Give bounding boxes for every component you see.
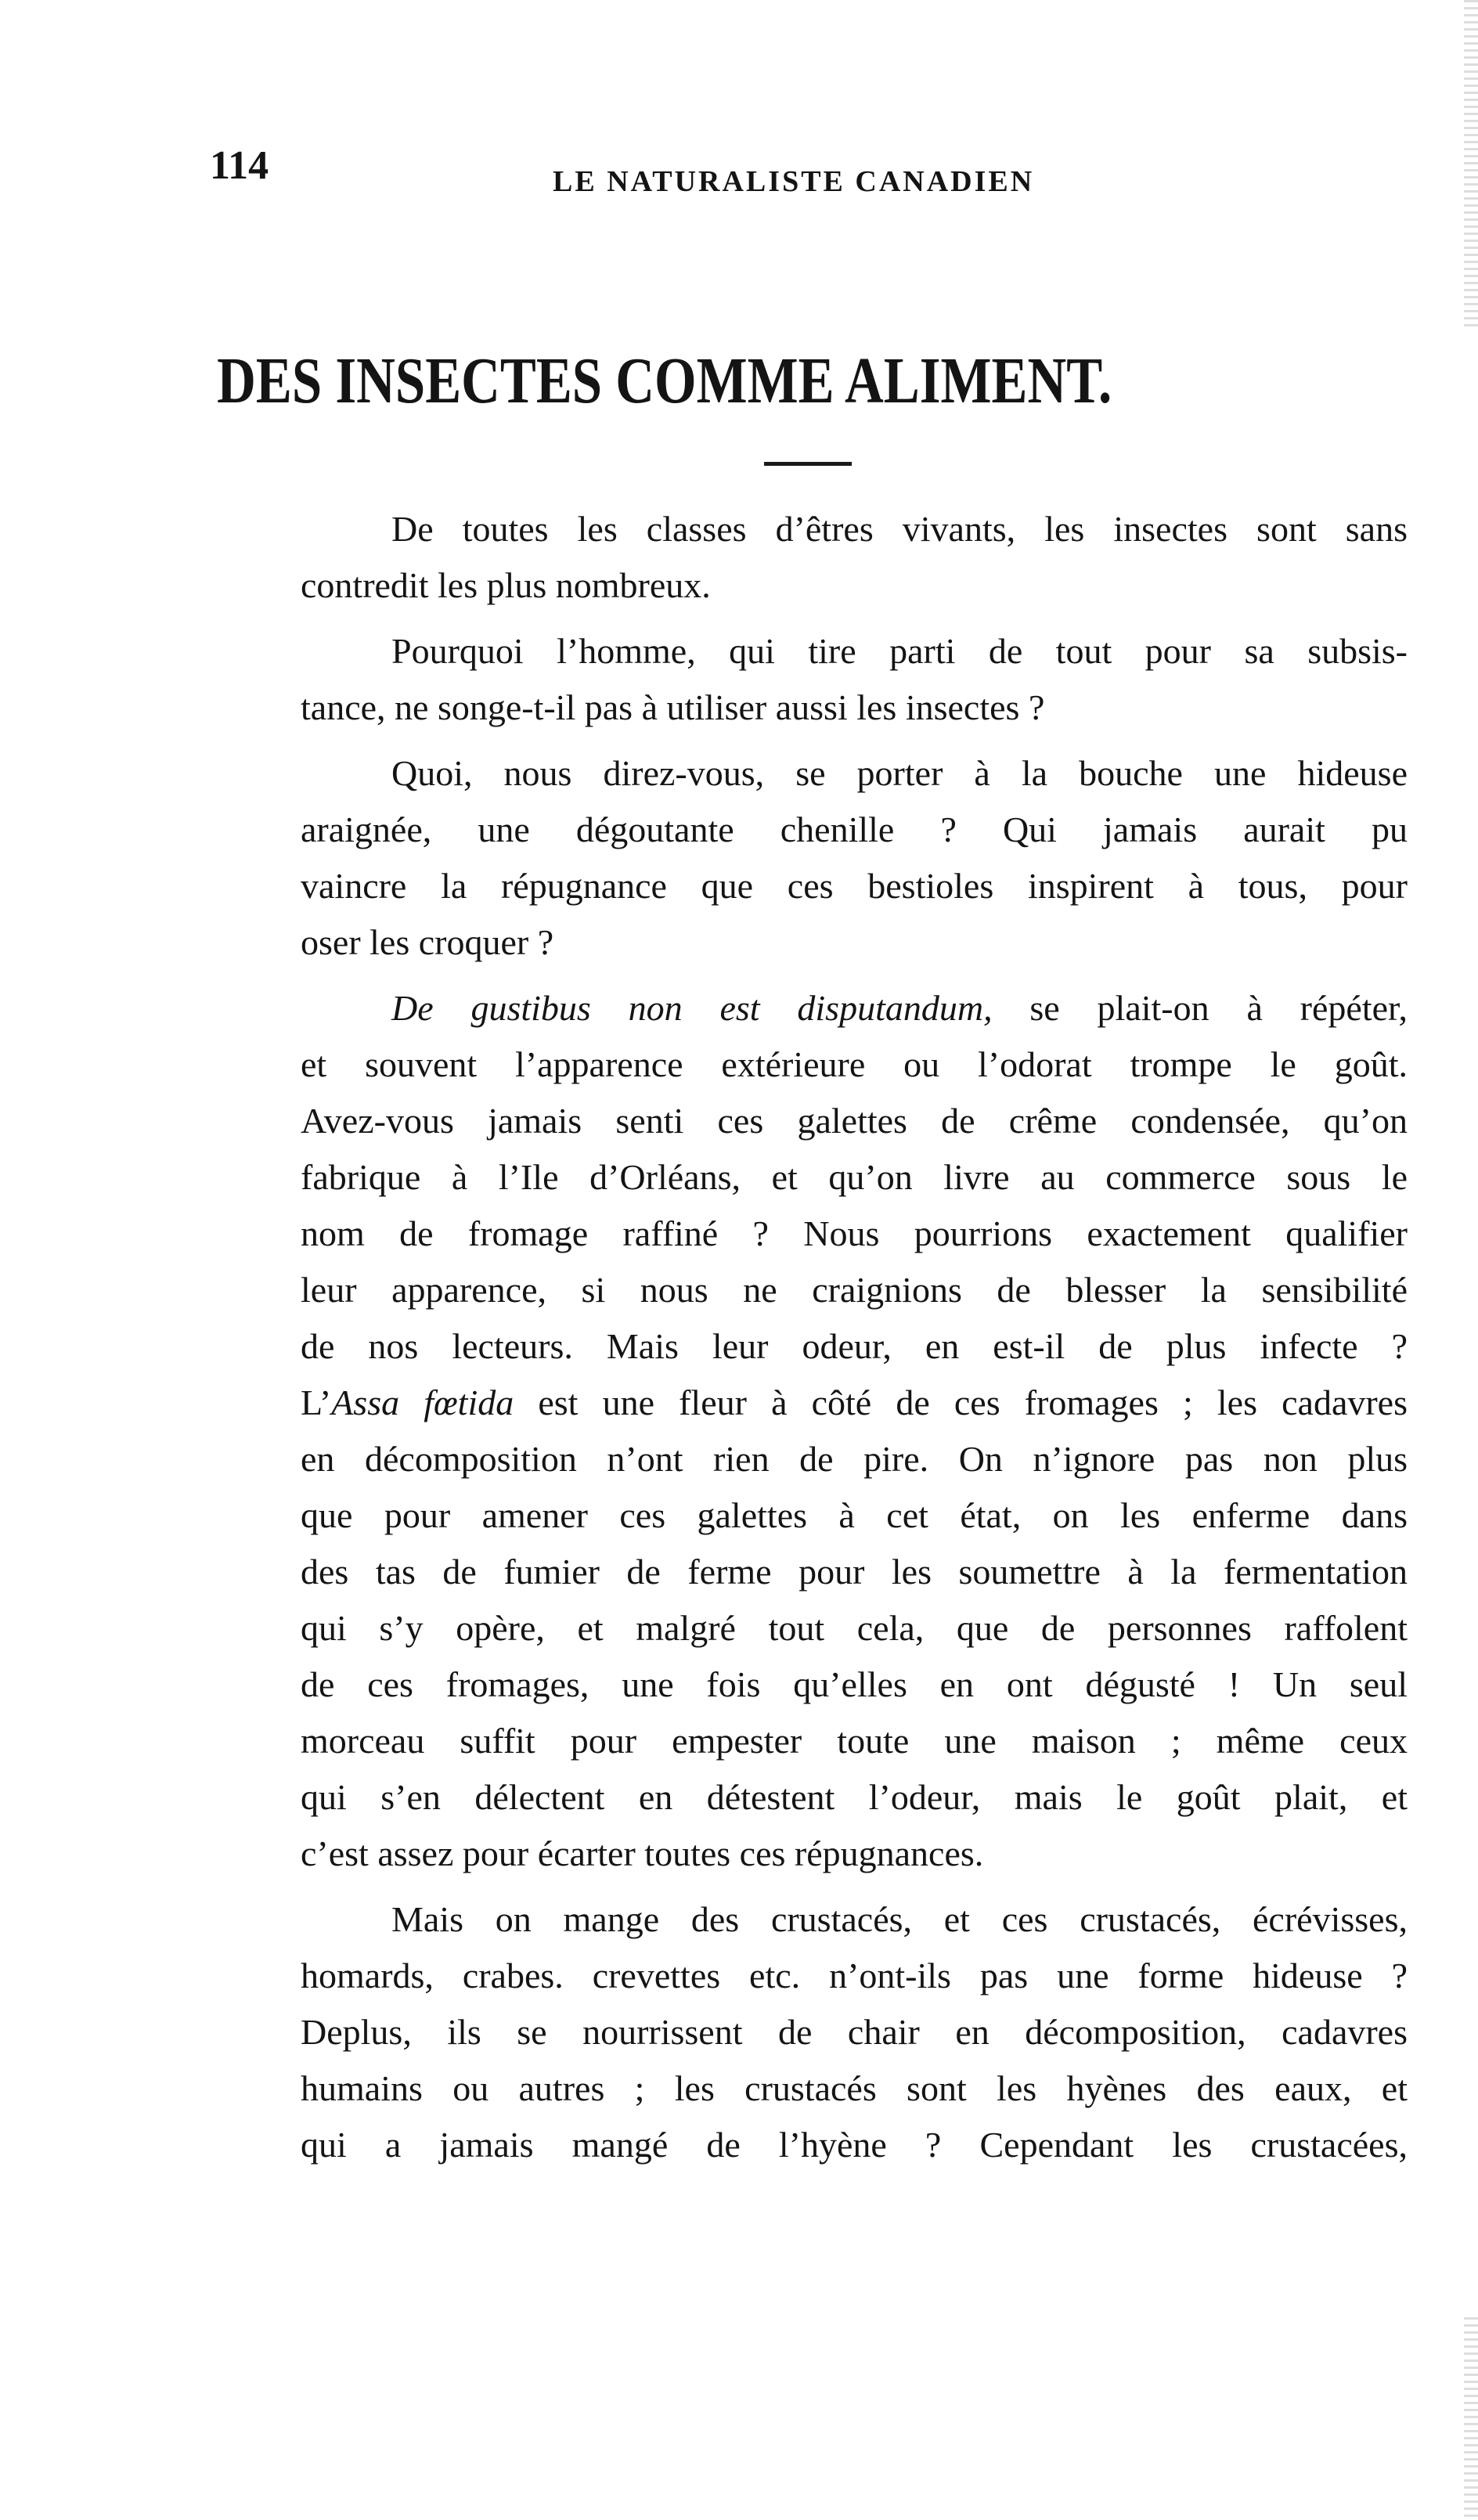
text-line: des tas de fumier de ferme pour les soumettre à la fermentation — [301, 1552, 1408, 1592]
paragraph-5 — [210, 1891, 1408, 2173]
text-line: nom de fromage raffiné ? Nous pourrions exactement qualifier — [301, 1213, 1408, 1253]
text-line: morceau suffit pour empester toute une maison ; même ceux — [301, 1721, 1408, 1761]
text-line: leur apparence, si nous ne craignions de blesser la sensibilité — [301, 1270, 1408, 1310]
text-fragment: se plait-on à répéter, — [992, 988, 1408, 1028]
text-line: tance, ne songe-t-il pas à utiliser aussi les insectes ? — [301, 687, 1045, 727]
text-line: Pourquoi l’homme, qui tire parti de tout pour sa subsis- — [391, 631, 1408, 671]
text-fragment: est une fleur à côté de ces fromages ; les cadavres — [514, 1383, 1408, 1422]
page-edge-speckle — [1464, 2317, 1478, 2520]
text-line: Deplus, ils se nourrissent de chair en décomposition, cadavres — [301, 2012, 1408, 2052]
text-line: de ces fromages, une fois qu’elles en ont dégusté ! Un seul — [301, 1664, 1408, 1704]
text-line: araignée, une dégoutante chenille ? Qui jamais aurait pu — [301, 809, 1408, 849]
page-edge-speckle — [1464, 0, 1478, 329]
text-fragment: L’ — [301, 1383, 332, 1422]
text-line: qui s’y opère, et malgré tout cela, que de personnes raffolent — [301, 1608, 1408, 1648]
text-line: que pour amener ces galettes à cet état, on les enferme dans — [301, 1495, 1408, 1535]
text-line: qui a jamais mangé de l’hyène ? Cependant les crustacées, — [301, 2125, 1408, 2165]
article-body — [210, 501, 1408, 2183]
text-line: qui s’en délectent en détestent l’odeur, mais le goût plait, et — [301, 1777, 1408, 1817]
page-number: 114 — [210, 143, 269, 188]
text-line — [210, 1375, 1408, 1431]
text-line: c’est assez pour écarter toutes ces répugnances. — [301, 1833, 984, 1873]
text-line: Mais on mange des crustacés, et ces crustacés, écrévisses, — [391, 1899, 1408, 1939]
text-line: De toutes les classes d’êtres vivants, les insectes sont sans — [391, 509, 1408, 549]
text-line: Quoi, nous direz-vous, se porter à la bouche une hideuse — [391, 753, 1408, 793]
text-line: de nos lecteurs. Mais leur odeur, en est-il de plus infecte ? — [301, 1326, 1408, 1366]
paragraph-4 — [210, 980, 1408, 1882]
text-line: homards, crabes. crevettes etc. n’ont-ils pas une forme hideuse ? — [301, 1956, 1408, 1995]
latin-phrase: De gustibus non est disputandum, — [391, 988, 993, 1028]
paragraph-2 — [210, 623, 1408, 736]
paragraph-3 — [210, 745, 1408, 971]
text-line: et souvent l’apparence extérieure ou l’odorat trompe le goût. — [301, 1044, 1408, 1084]
text-line: oser les croquer ? — [301, 922, 554, 962]
latin-phrase: Assa fœtida — [331, 1383, 514, 1422]
text-line: vaincre la répugnance que ces bestioles inspirent à tous, pour — [301, 866, 1408, 906]
text-line: humains ou autres ; les crustacés sont les hyènes des eaux, et — [301, 2068, 1408, 2108]
text-line: en décomposition n’ont rien de pire. On n’ignore pas non plus — [301, 1439, 1408, 1479]
title-rule — [764, 462, 852, 466]
text-line: Avez-vous jamais senti ces galettes de crême condensée, qu’on — [301, 1101, 1408, 1141]
running-head: LE NATURALISTE CANADIEN — [553, 165, 1035, 198]
text-line: contredit les plus nombreux. — [301, 565, 711, 605]
article-title: DES INSECTES COMME ALIMENT. — [217, 344, 1112, 417]
text-line — [210, 980, 1408, 1036]
text-line: fabrique à l’Ile d’Orléans, et qu’on livre au commerce sous le — [301, 1157, 1408, 1197]
paragraph-1 — [210, 501, 1408, 614]
